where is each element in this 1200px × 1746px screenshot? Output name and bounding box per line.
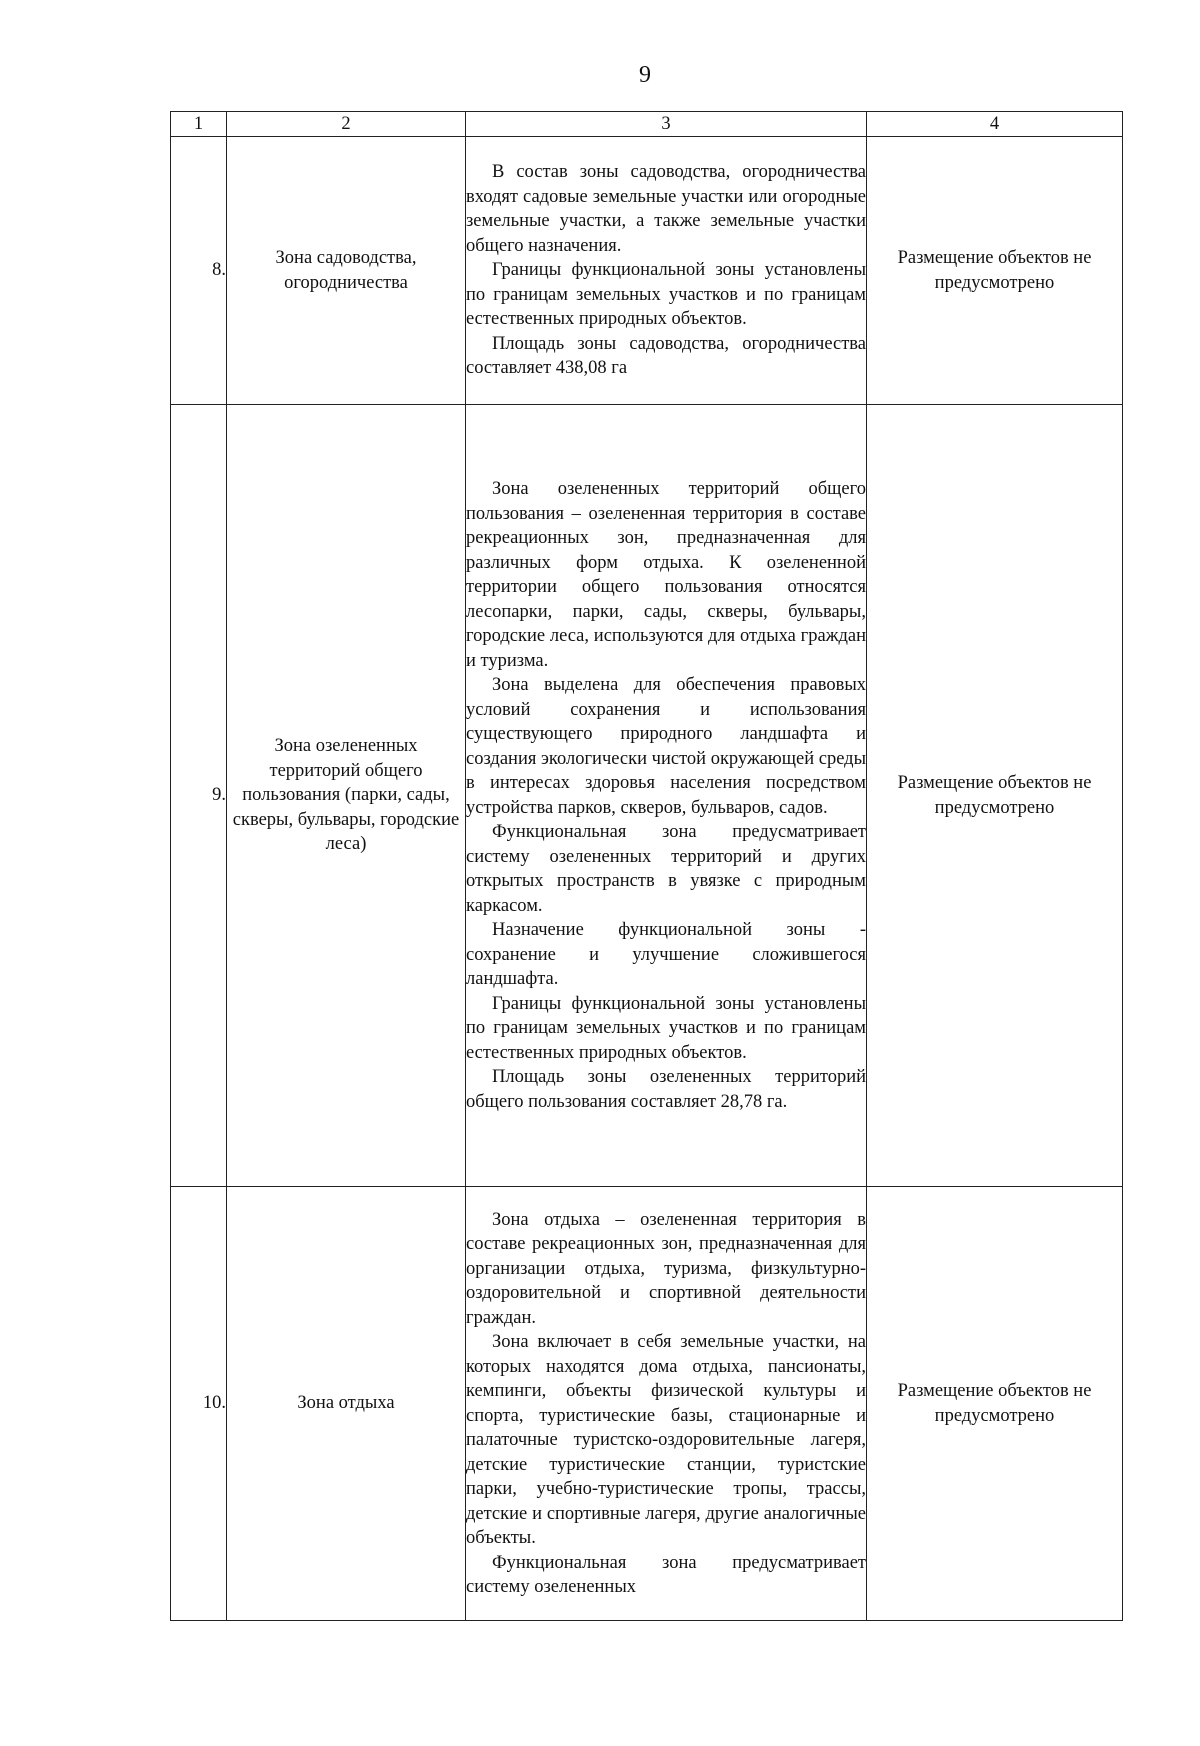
column-header-4: 4: [867, 112, 1123, 137]
zone-description: [466, 405, 867, 1187]
table-row: [171, 1187, 1123, 1621]
row-number: 8.: [171, 137, 227, 405]
description-paragraph: Зона выделена для обеспечения правовых условий сохранения и использования существующего природного ландшафта и создания экологически чистой окружающей среды в интересах здоровья населения посредством устройства парков, скверов, бульваров, садов.: [466, 675, 867, 818]
table-header-row: [171, 112, 1123, 137]
page-number: 9: [639, 62, 651, 88]
description-paragraph: В состав зоны садоводства, огородничества входят садовые земельные участки или огородные земельные участки, а также земельные участки общего назначения.: [466, 162, 866, 256]
table-row: [171, 137, 1123, 405]
zone-name: Зона озелененных территорий общего пользования (парки, сады, скверы, бульвары, городские леса): [227, 405, 466, 1187]
description-paragraph: Зона озелененных территорий общего пользования – озелененная территория в составе рекреационных зон, предназначенная для различных форм отдыха. К озелененной территории общего пользования относятся лесопарки, парки, сады, скверы, бульвары, городские леса, используются для отдыха граждан и туризма.: [466, 479, 866, 671]
description-paragraph: Границы функциональной зоны установлены по границам земельных участков и по границам естественных природных объектов.: [466, 260, 866, 330]
placement-note: Размещение объектов не предусмотрено: [867, 1187, 1123, 1621]
description-paragraph: Функциональная зона предусматривает систему озелененных: [466, 1552, 866, 1597]
description-paragraph: Границы функциональной зоны установлены по границам земельных участков и по границам естественных природных объектов.: [466, 993, 866, 1063]
row-number: 9.: [171, 405, 227, 1187]
zone-name: Зона садоводства, огородничества: [227, 137, 466, 405]
zones-table: [170, 111, 1123, 1621]
zone-description: [466, 1187, 867, 1621]
column-header-1: 1: [171, 112, 227, 137]
zone-description: [466, 137, 867, 405]
placement-note: Размещение объектов не предусмотрено: [867, 137, 1123, 405]
column-header-2: 2: [227, 112, 466, 137]
zone-name: Зона отдыха: [227, 1187, 466, 1621]
description-paragraph: Функциональная зона предусматривает систему озелененных территорий и других открытых пространств в увязке с природным каркасом.: [466, 822, 866, 916]
row-number: 10.: [171, 1187, 227, 1621]
column-header-3: 3: [466, 112, 867, 137]
description-paragraph: Площадь зоны озелененных территорий общего пользования составляет 28,78 га.: [466, 1067, 866, 1112]
description-paragraph: Зона отдыха – озелененная территория в составе рекреационных зон, предназначенная для организации отдыха, туризма, физкультурно-оздоровительной и спортивной деятельности граждан.: [466, 1209, 866, 1328]
table-row: [171, 405, 1123, 1187]
description-paragraph: Назначение функциональной зоны - сохранение и улучшение сложившегося ландшафта.: [466, 920, 866, 989]
description-paragraph: Площадь зоны садоводства, огородничества составляет 438,08 га: [466, 333, 866, 379]
placement-note: Размещение объектов не предусмотрено: [867, 405, 1123, 1187]
description-paragraph: Зона включает в себя земельные участки, на которых находятся дома отдыха, пансионаты, кемпинги, объекты физической культуры и спорта, туристические базы, стационарные и палаточные туристско-оздоровительные лагеря, детские туристические станции, туристские парки, учебно-туристические тропы, трассы, детские и спортивные лагеря, другие аналогичные объекты.: [466, 1332, 866, 1548]
